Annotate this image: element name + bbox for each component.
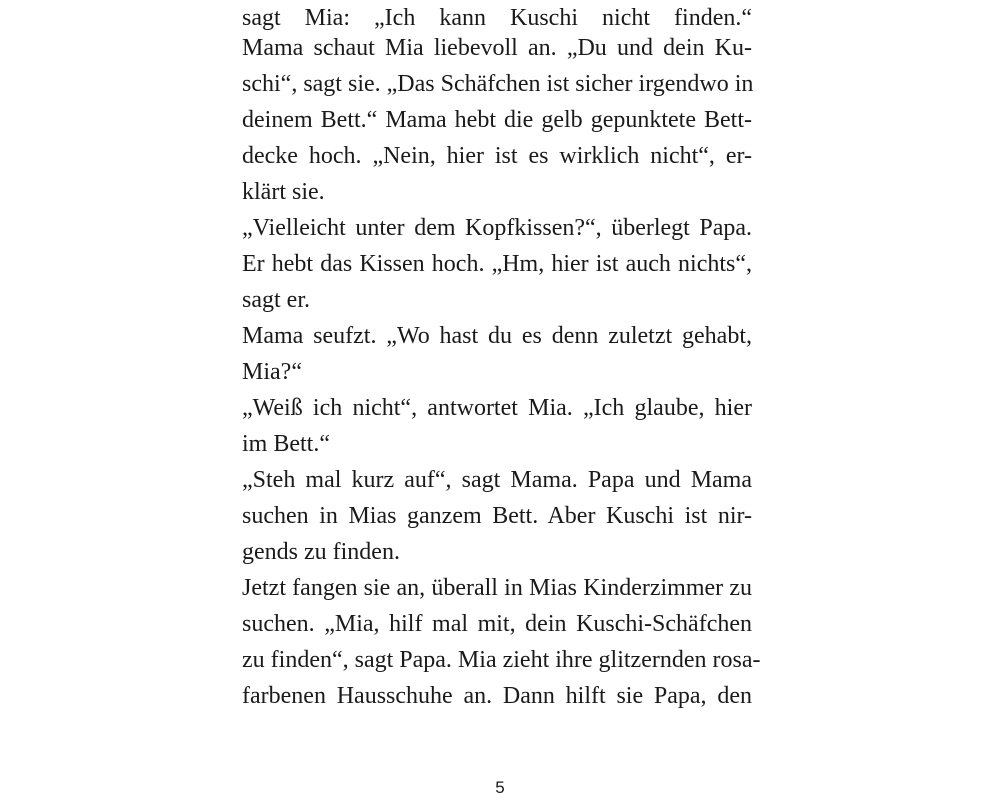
text-line: Mama seufzt. „Wo hast du es denn zuletzt gehabt,: [242, 323, 752, 349]
text-line: suchen in Mias ganzem Bett. Aber Kuschi ist nir-: [242, 503, 752, 529]
text-line: Jetzt fangen sie an, überall in Mias Kinderzimmer zu: [242, 575, 752, 601]
text-line: „Vielleicht unter dem Kopfkissen?“, überlegt Papa.: [242, 215, 752, 241]
text-line: Mama schaut Mia liebevoll an. „Du und dein Ku-: [242, 35, 752, 61]
text-line: sagt Mia: „Ich kann Kuschi nicht finden.“: [242, 5, 752, 31]
text-line: Er hebt das Kissen hoch. „Hm, hier ist auch nichts“,: [242, 251, 752, 277]
text-line: im Bett.“: [242, 431, 330, 457]
page-number: 5: [495, 778, 505, 797]
text-line: „Weiß ich nicht“, antwortet Mia. „Ich glaube, hier: [242, 395, 752, 421]
text-line: sagt er.: [242, 287, 310, 313]
text-line: decke hoch. „Nein, hier ist es wirklich nicht“, er-: [242, 143, 752, 169]
text-line: klärt sie.: [242, 179, 325, 205]
text-line: schi“, sagt sie. „Das Schäfchen ist sicher irgendwo in: [242, 71, 754, 97]
text-line: farbenen Hausschuhe an. Dann hilft sie Papa, den: [242, 683, 752, 709]
text-line: Mia?“: [242, 359, 302, 385]
text-line: zu finden“, sagt Papa. Mia zieht ihre glitzernden rosa-: [242, 647, 761, 673]
text-line: deinem Bett.“ Mama hebt die gelb gepunktete Bett-: [242, 107, 752, 133]
text-line: gends zu finden.: [242, 539, 400, 565]
text-line: suchen. „Mia, hilf mal mit, dein Kuschi-Schäfchen: [242, 611, 752, 637]
text-line: „Steh mal kurz auf“, sagt Mama. Papa und Mama: [242, 467, 752, 493]
